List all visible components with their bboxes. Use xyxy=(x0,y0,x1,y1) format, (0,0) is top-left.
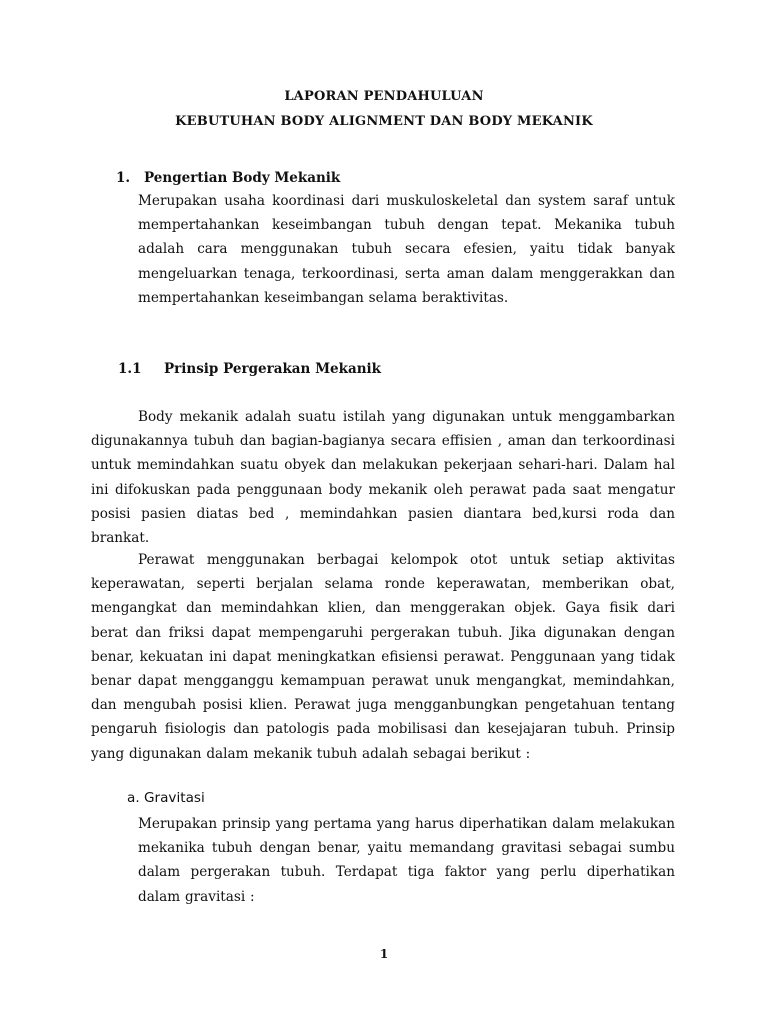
section-1-1-heading xyxy=(118,361,381,377)
section-1-1-title: Prinsip Pergerakan Mekanik xyxy=(164,361,382,377)
list-item-a-label: a. Gravitasi xyxy=(127,790,205,806)
section-1-number: 1. xyxy=(116,170,131,186)
document-title: LAPORAN PENDAHULUAN xyxy=(284,89,484,104)
section-1-paragraph: Merupakan usaha koordinasi dari muskuloskeletal dan system saraf untuk mempertahankan keseimbangan tubuh dengan tepat. Mekanika tubuh adalah cara menggunakan tubuh secara efesien, yaitu tidak banyak mengeluarkan tenaga, terkoordinasi, serta aman dalam menggerakkan dan mempertahankan keseimbangan selama beraktivitas. xyxy=(138,193,675,306)
list-item-a-paragraph: Merupakan prinsip yang pertama yang harus diperhatikan dalam melakukan mekanika tubuh dengan benar, yaitu memandang gravitasi sebagai sumbu dalam pergerakan tubuh. Terdapat tiga faktor yang perlu diperhatikan dalam gravitasi : xyxy=(138,816,675,905)
section-1-1-paragraph-1: Body mekanik adalah suatu istilah yang digunakan untuk menggambarkan digunakannya tubuh dan bagian-bagianya secara effisien , aman dan terkoordinasi untuk memindahkan suatu obyek dan melakukan pekerjaan sehari-hari. Dalam hal ini difokuskan pada penggunaan body mekanik oleh perawat pada saat mengatur posisi pasien diatas bed , memindahkan pasien diantara bed,kursi roda dan brankat. xyxy=(91,409,675,547)
section-1-title: Pengertian Body Mekanik xyxy=(144,170,341,186)
page-number: 1 xyxy=(379,947,389,961)
section-1-heading xyxy=(116,170,340,186)
section-1-1-number: 1.1 xyxy=(118,361,142,377)
document-subtitle: KEBUTUHAN BODY ALIGNMENT DAN BODY MEKANIK xyxy=(175,114,593,129)
section-1-1-paragraph-2: Perawat menggunakan berbagai kelompok otot untuk setiap aktivitas keperawatan, seperti berjalan selama ronde keperawatan, memberikan obat, mengangkat dan memindahkan klien, dan menggerakan objek. Gaya fisik dari berat dan friksi dapat mempengaruhi pergerakan tubuh. Jika digunakan dengan benar, kekuatan ini dapat meningkatkan efisiensi perawat. Penggunaan yang tidak benar dapat mengganggu kemampuan perawat unuk mengangkat, memindahkan, dan mengubah posisi klien. Perawat juga mengganbungkan pengetahuan tentang pengaruh fisiologis dan patologis pada mobilisasi dan kesejajaran tubuh. Prinsip yang digunakan dalam mekanik tubuh adalah sebagai berikut : xyxy=(91,552,675,762)
